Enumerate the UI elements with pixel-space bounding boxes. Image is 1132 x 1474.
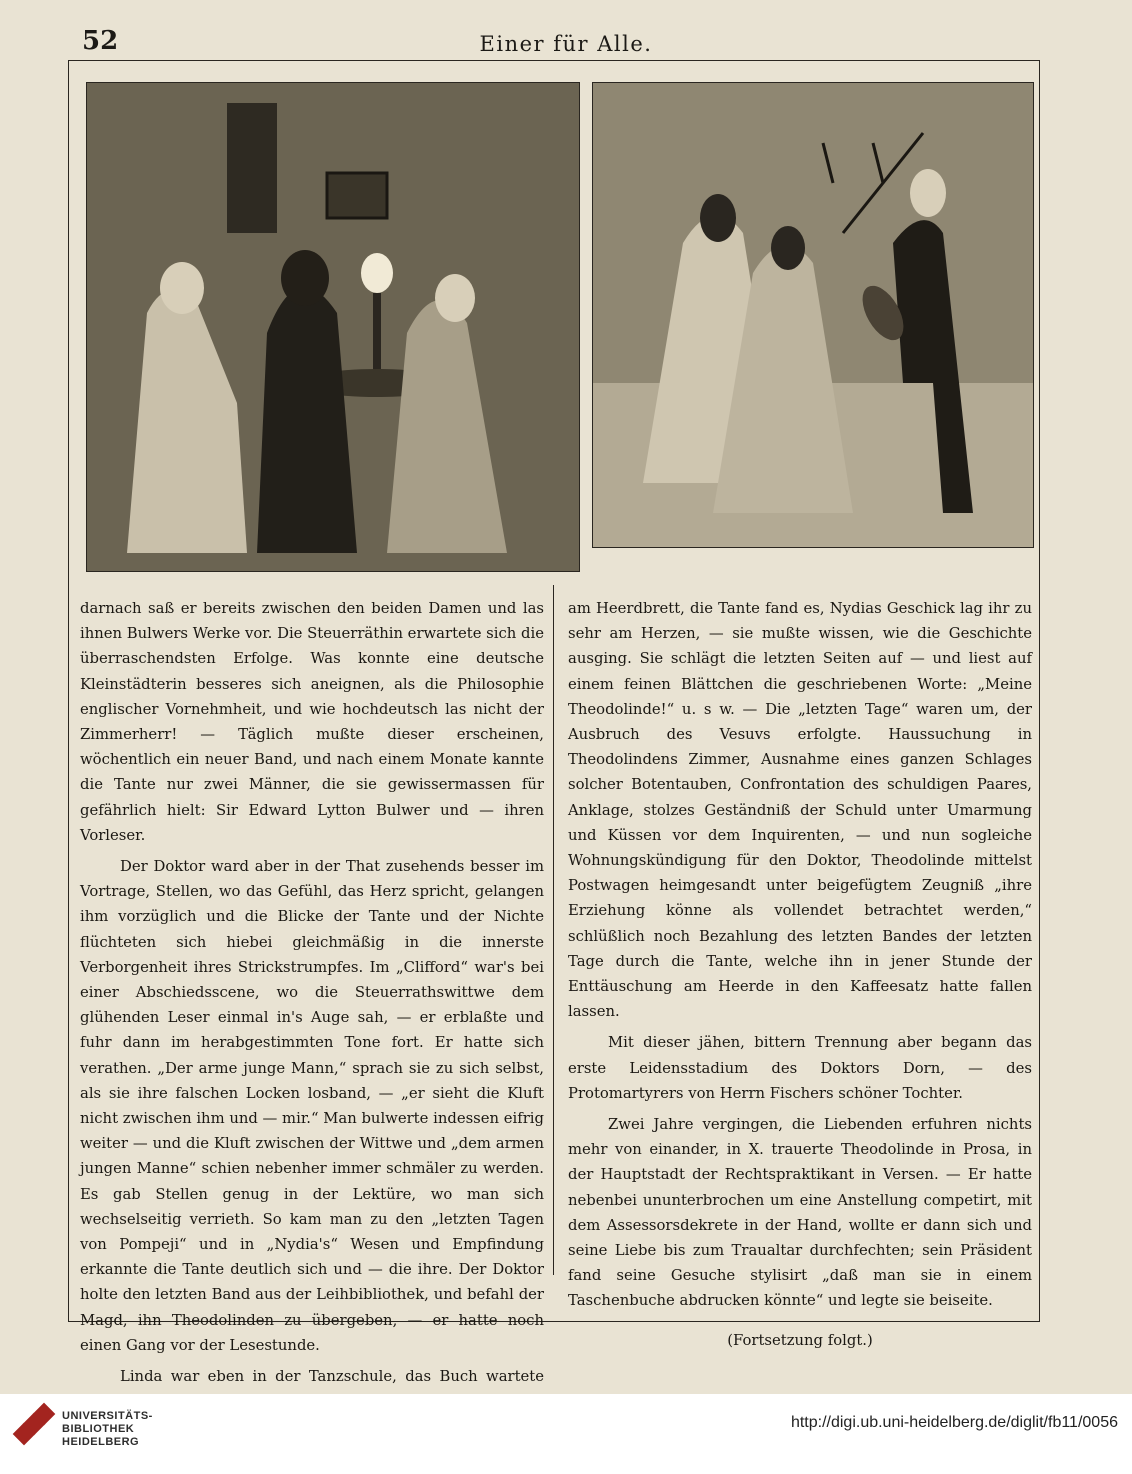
library-name-line: HEIDELBERG bbox=[62, 1436, 140, 1448]
paragraph: Zwei Jahre vergingen, die Liebenden erfuhren nichts mehr von einander, in X. trauerte Theodolinde in Prosa, in der Hauptstadt der Rechtspraktikant in Versen. — Er hatte nebenbei ununterbrochen um eine Anstellung competirt, mit dem Assessorsdekrete in der Hand, wollte er dann sich und seine Liebe bis zum Traualtar durchfechten; sein Präsident fand seine Gesuche stylisirt „daß man sie in einem Taschenbuche abdrucken könnte“ und legte sie beiseite. bbox=[568, 1116, 1032, 1310]
text-column-left bbox=[80, 596, 544, 1415]
continuation-note: (Fortsetzung folgt.) bbox=[727, 1331, 873, 1349]
column-divider bbox=[553, 585, 554, 1275]
illustration-violin-scene bbox=[592, 82, 1034, 548]
running-title: Einer für Alle. bbox=[479, 32, 653, 56]
paragraph: am Heerdbrett, die Tante fand es, Nydias Geschick lag ihr zu sehr am Herzen, — sie mußte wissen, wie die Geschichte ausging. Sie schlägt die letzten Seiten auf — und liest auf einem feinen Blättchen die geschriebenen Worte: „Meine Theodolinde!“ u. s w. — Die „letzten Tage“ waren um, der Ausbruch des Vesuvs erfolgte. Haussuchung in Theodolindens Zimmer, Ausnahme eines ganzen Schlages solcher Botentauben, Confrontation des schuldigen Paares, Anklage, stolzes Geständniß der Schuld unter Umarmung und Küssen vor dem Inquirenten, — und nun sogleiche Wohnungskündigung für den Doktor, Theodolinde mittelst Postwagen heimgesandt unter beigefügtem Zeugniß „ihre Erziehung könne als vollendet betrachtet werden,“ schlüßlich noch Bezahlung des letzten Bandes der letzten Tage durch die Tante, welche ihn in jener Stunde der Enttäuschung am Heerde in den Kaffeesatz hatte fallen lassen. bbox=[568, 600, 1032, 1021]
illustration-reading-scene bbox=[86, 82, 580, 572]
paragraph: Linda war eben in der Tanzschule, das Buch wartete bbox=[120, 1368, 544, 1386]
library-name bbox=[62, 1410, 153, 1449]
page-number: 52 bbox=[82, 26, 119, 56]
source-url-link[interactable]: http://digi.ub.uni-heidelberg.de/diglit/fb11/0056 bbox=[790, 1414, 1118, 1431]
digitization-footer bbox=[0, 1394, 1132, 1474]
paragraph: Der Doktor ward aber in der That zusehends besser im Vortrage, Stellen, wo das Gefühl, das Herz spricht, gelangen ihm vorzüglich und die Blicke der Tante und der Nichte flüchteten sich hiebei gleichmäßig in die innerste Verborgenheit ihres Strickstrumpfes. Im „Clifford“ war's bei einer Abschiedsscene, wo die Steuerrathswittwe dem glühenden Leser einmal in's Auge sah, — er erblaßte und fuhr dann im herabgestimmten Tone fort. Er hatte sich verathen. „Der arme junge Mann,“ sprach sie zu sich selbst, als sie ihre falschen Locken losband, — „er sieht die Kluft nicht zwischen ihm und — mir.“ Man bulwerte indessen eifrig weiter — und die Kluft zwischen der Wittwe und „dem armen jungen Manne“ schien nebenher immer schmäler zu werden. Es gab Stellen genug in der Lektüre, wo man sich wechselseitig verrieth. So kam man zu den „letzten Tagen von Pompeji“ und in „Nydia's“ Wesen und Empfindung erkannte die Tante deutlich sich und — die ihre. Der Doktor holte den letzten Band aus der Leihbibliothek, und befahl der Magd, ihn Theodolinden zu übergeben, — er hatte noch einen Gang vor der Lesestunde. bbox=[80, 858, 544, 1354]
paragraph: darnach saß er bereits zwischen den beiden Damen und las ihnen Bulwers Werke vor. Die Steuerräthin erwartete sich die überraschendsten Erfolge. Was konnte eine deutsche Kleinstädterin besseres sich aneignen, als die Philosophie englischer Vornehmheit, und wie hochdeutsch las nicht der Zimmerherr! — Täglich mußte dieser erscheinen, wöchentlich ein neuer Band, und nach einem Monate kannte die Tante nur zwei Männer, die sie gewissermassen für gefährlich hielt: Sir Edward Lytton Bulwer und — ihren Vorleser. bbox=[80, 600, 544, 844]
paragraph: Mit dieser jähen, bittern Trennung aber begann das erste Leidensstadium des Doktors Dorn, — des Protomartyrers von Herrn Fischers schöner Tochter. bbox=[568, 1034, 1032, 1102]
text-column-right bbox=[568, 596, 1032, 1353]
library-name-line: UNIVERSITÄTS- bbox=[62, 1410, 153, 1422]
library-name-line: BIBLIOTHEK bbox=[62, 1423, 135, 1435]
library-logo-icon bbox=[14, 1404, 54, 1444]
